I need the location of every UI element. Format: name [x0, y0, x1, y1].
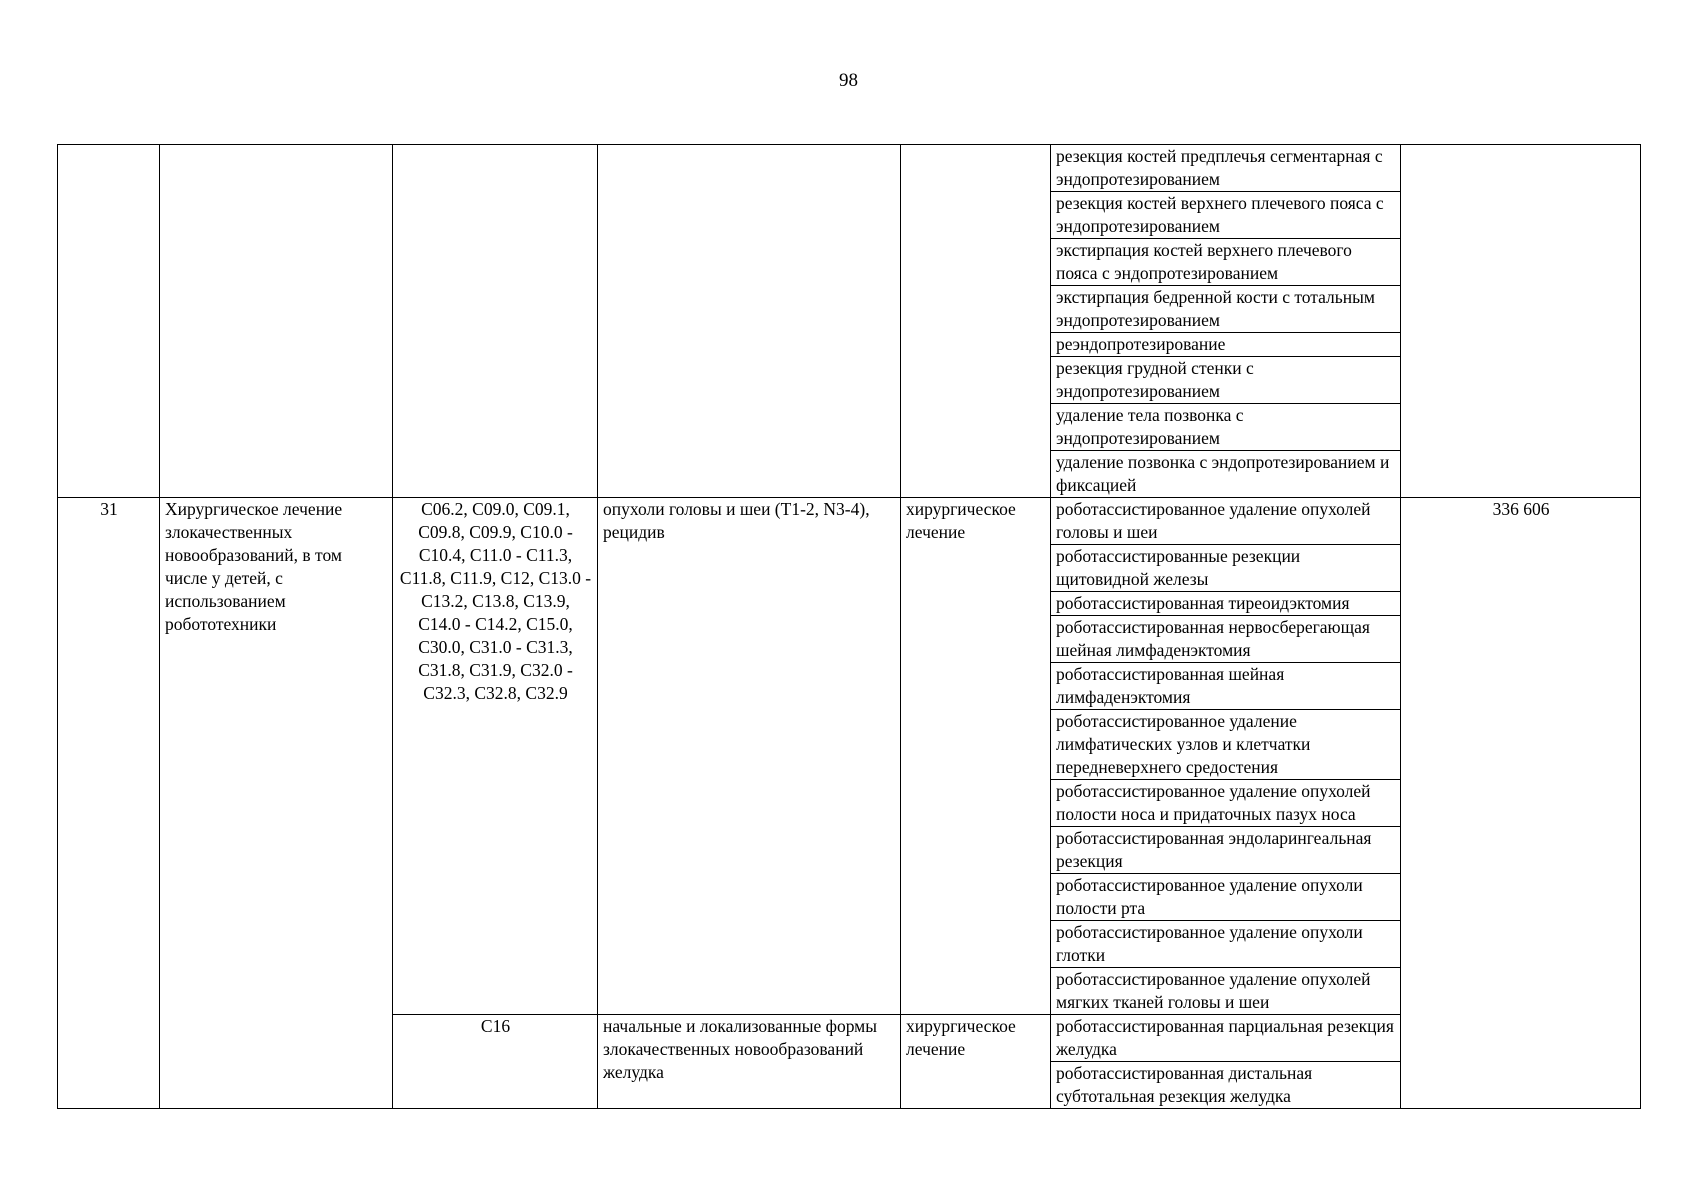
page-number: 98: [839, 70, 858, 91]
method-cell: экстирпация бедренной кости с тотальным эндопротезированием: [1051, 286, 1401, 333]
method-cell: роботассистированное удаление опухолей полости носа и придаточных пазух носа: [1051, 780, 1401, 827]
table-row: [58, 498, 1641, 545]
method-cell: роботассистированная эндоларингеальная резекция: [1051, 827, 1401, 874]
table-row: [58, 145, 1641, 192]
patient-model: опухоли головы и шеи (T1-2, N3-4), рецидив: [598, 498, 901, 1015]
cell-empty-name: [160, 145, 393, 498]
services-table: [57, 144, 1641, 1109]
method-cell: роботассистированная шейная лимфаденэктомия: [1051, 663, 1401, 710]
method-cell: роботассистированная парциальная резекция желудка: [1051, 1015, 1401, 1062]
cell-empty-codes: [393, 145, 598, 498]
method-cell: удаление тела позвонка с эндопротезированием: [1051, 404, 1401, 451]
cell-empty-model: [598, 145, 901, 498]
method-cell: реэндопротезирование: [1051, 333, 1401, 357]
method-cell: роботассистированная тиреоидэктомия: [1051, 592, 1401, 616]
patient-model: начальные и локализованные формы злокачественных новообразований желудка: [598, 1015, 901, 1109]
method-cell: роботассистированное удаление опухоли полости рта: [1051, 874, 1401, 921]
method-cell: роботассистированное удаление опухолей мягких тканей головы и шеи: [1051, 968, 1401, 1015]
method-cell: удаление позвонка с эндопротезированием и фиксацией: [1051, 451, 1401, 498]
cell-empty-price: [1401, 145, 1641, 498]
method-cell: роботассистированная дистальная субтотальная резекция желудка: [1051, 1062, 1401, 1109]
treatment-type: хирургическое лечение: [901, 498, 1051, 1015]
treatment-type: хирургическое лечение: [901, 1015, 1051, 1109]
method-cell: роботассистированные резекции щитовидной железы: [1051, 545, 1401, 592]
method-cell: роботассистированное удаление лимфатических узлов и клетчатки передневерхнего средостения: [1051, 710, 1401, 780]
cell-empty-treatment: [901, 145, 1051, 498]
method-cell: роботассистированная нервосберегающая шейная лимфаденэктомия: [1051, 616, 1401, 663]
method-cell: резекция костей предплечья сегментарная с эндопротезированием: [1051, 145, 1401, 192]
method-cell: роботассистированное удаление опухолей головы и шеи: [1051, 498, 1401, 545]
group-name: Хирургическое лечение злокачественных новообразований, в том числе у детей, с использованием робототехники: [160, 498, 393, 1109]
method-cell: экстирпация костей верхнего плечевого пояса с эндопротезированием: [1051, 239, 1401, 286]
method-cell: резекция костей верхнего плечевого пояса с эндопротезированием: [1051, 192, 1401, 239]
icd-codes: C16: [393, 1015, 598, 1109]
method-cell: резекция грудной стенки с эндопротезированием: [1051, 357, 1401, 404]
cell-empty-number: [58, 145, 160, 498]
icd-codes: C06.2, C09.0, C09.1, C09.8, C09.9, C10.0 - C10.4, C11.0 - C11.3, C11.8, C11.9, C12, C13.0 - C13.2, C13.8, C13.9, C14.0 - C14.2, C15.0, C30.0, C31.0 - C31.3, C31.8, C31.9, C32.0 - C32.3, C32.8, C32.9: [393, 498, 598, 1015]
method-cell: роботассистированное удаление опухоли глотки: [1051, 921, 1401, 968]
group-number: 31: [58, 498, 160, 1109]
group-price: 336 606: [1401, 498, 1641, 1109]
